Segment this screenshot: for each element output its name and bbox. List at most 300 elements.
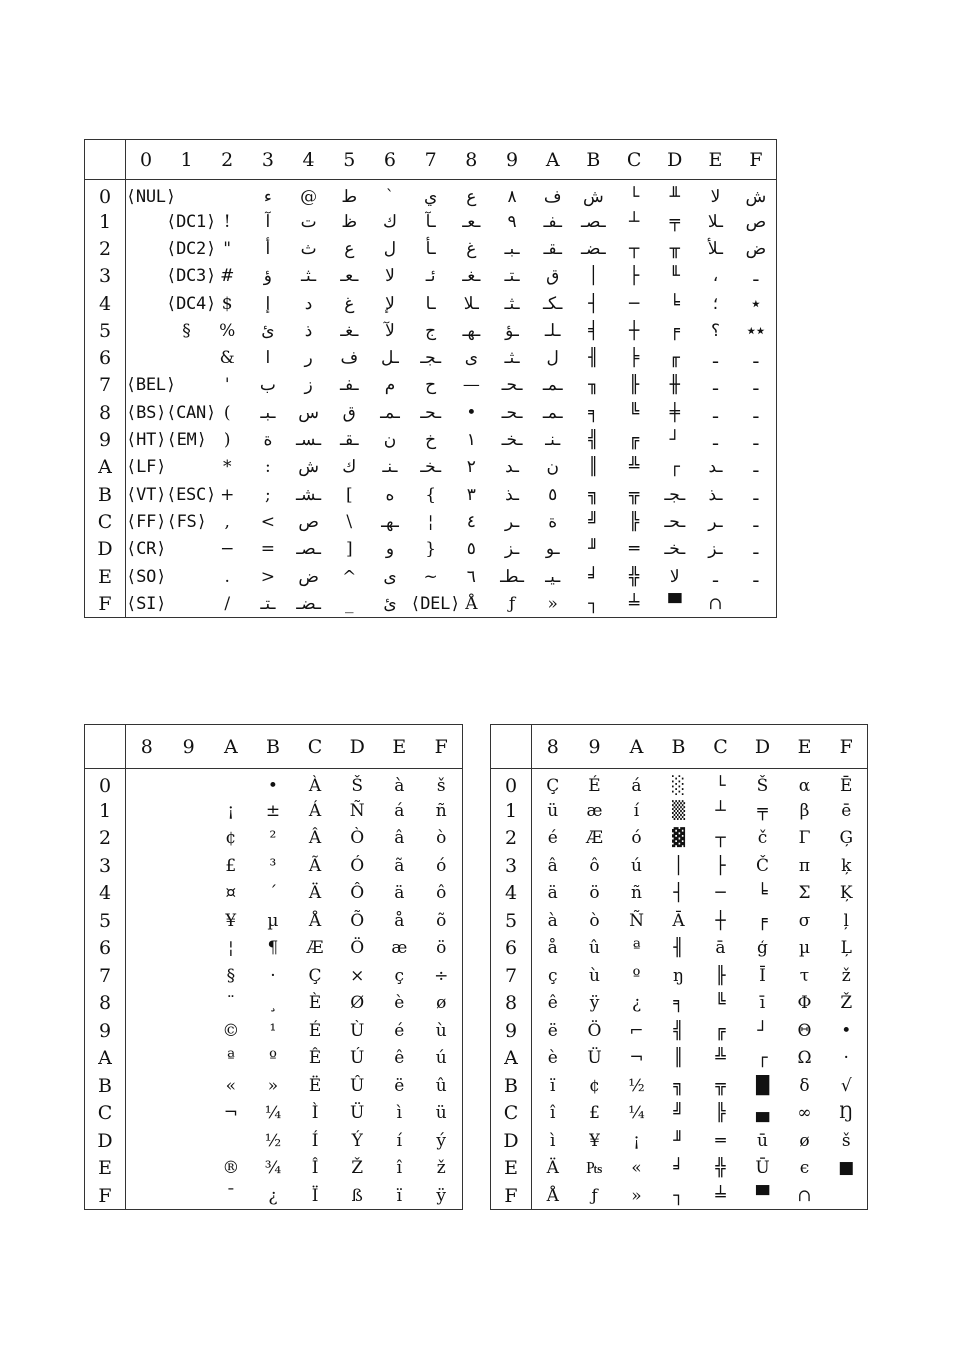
row-header: C <box>85 1100 126 1128</box>
row-header: 9 <box>491 1017 532 1045</box>
char-cell: ⟨EM⟩ <box>166 430 207 451</box>
char-cell: ش <box>298 457 319 478</box>
char-cell: [ <box>345 484 353 505</box>
char-cell: ╩ <box>628 457 640 478</box>
char-cell: $ <box>221 293 233 314</box>
row-header: E <box>491 1155 532 1183</box>
row-header: 3 <box>85 263 126 290</box>
char-cell: ؟ <box>710 320 720 341</box>
table-row <box>85 935 463 963</box>
column-header-row <box>85 725 463 769</box>
char-cell: Ã <box>308 855 322 876</box>
table-row <box>85 1045 463 1073</box>
column-header: 2 <box>207 140 248 180</box>
char-cell: Ö <box>350 938 365 959</box>
char-cell: ╔ <box>628 430 640 451</box>
char-cell: ╖ <box>588 375 599 396</box>
column-header: 9 <box>574 725 616 769</box>
char-cell: ╜ <box>588 539 599 560</box>
char-cell: ╫ <box>669 375 680 396</box>
char-cell: è <box>547 1048 558 1069</box>
char-cell: Γ <box>798 828 811 849</box>
char-cell: Ü <box>350 1103 365 1124</box>
char-cell: ـو <box>545 539 560 560</box>
char-cell: ⟨LF⟩ <box>126 457 166 478</box>
char-cell: ░ <box>671 776 686 796</box>
table-row <box>85 180 777 209</box>
char-cell: ─ <box>715 883 726 904</box>
char-cell: « <box>631 1158 642 1179</box>
char-cell: ل <box>546 348 559 369</box>
char-cell <box>826 1182 868 1210</box>
char-cell: ╦ <box>628 484 640 505</box>
char-cell: لا <box>669 566 680 587</box>
char-cell: ² <box>269 828 277 849</box>
char-cell: ║ <box>588 457 599 478</box>
char-cell: ú <box>631 855 642 876</box>
char-cell: å <box>394 910 405 931</box>
char-cell: ô <box>436 883 447 904</box>
char-cell: ā <box>715 938 726 959</box>
char-cell <box>207 180 248 209</box>
char-cell: ـلـ <box>544 320 561 341</box>
char-cell: À <box>308 776 322 796</box>
char-cell: ¬ <box>629 1048 644 1069</box>
char-cell: • <box>466 402 477 423</box>
column-header: 3 <box>248 140 289 180</box>
char-cell: è <box>394 993 405 1014</box>
column-header: F <box>420 725 462 769</box>
char-cell: ـ <box>753 566 759 587</box>
char-cell <box>168 1182 210 1210</box>
char-cell: ö <box>436 938 447 959</box>
char-cell: Å <box>546 1185 559 1206</box>
char-cell <box>168 880 210 908</box>
row-header: 2 <box>85 235 126 262</box>
char-cell: ؛ <box>712 293 719 314</box>
char-cell: ، <box>712 266 719 287</box>
char-cell: أ <box>265 238 271 259</box>
char-cell <box>126 317 167 344</box>
table-row <box>85 426 777 453</box>
char-cell: ┤ <box>588 293 599 314</box>
char-cell: ـر <box>708 511 723 532</box>
char-cell: Ŋ <box>839 1103 854 1124</box>
char-cell: ⟨DC2⟩ <box>166 238 216 259</box>
table-row <box>85 797 463 825</box>
char-cell: ⟨DC3⟩ <box>166 266 216 287</box>
char-cell: ـ <box>753 430 759 451</box>
char-cell: š <box>436 776 446 796</box>
char-cell: č <box>757 828 768 849</box>
char-cell: ╗ <box>673 1075 684 1096</box>
row-header: 5 <box>491 907 532 935</box>
char-cell: . <box>224 566 230 587</box>
column-header: E <box>378 725 420 769</box>
char-cell: ¤ <box>225 883 237 904</box>
char-cell: » <box>631 1185 642 1206</box>
table-row <box>491 797 868 825</box>
char-cell: █ <box>755 1075 770 1096</box>
row-header: 2 <box>85 825 126 853</box>
baltic-code-page-table <box>490 724 868 1210</box>
char-cell <box>126 990 168 1018</box>
column-header: 8 <box>451 140 492 180</box>
char-cell: ت <box>300 211 317 232</box>
char-cell: ٥ <box>466 539 476 560</box>
row-header: 6 <box>85 344 126 371</box>
row-header: 6 <box>491 935 532 963</box>
char-cell: ⟨BS⟩ <box>126 402 166 423</box>
char-cell: à <box>547 910 558 931</box>
char-cell: ⟨SO⟩ <box>126 566 166 587</box>
char-cell: Ñ <box>349 800 365 821</box>
char-cell: ن <box>383 430 397 451</box>
table-row <box>85 344 777 371</box>
char-cell: : <box>265 457 271 478</box>
char-cell <box>126 962 168 990</box>
char-cell: √ <box>840 1075 852 1096</box>
char-cell <box>126 825 168 853</box>
char-cell <box>126 797 168 825</box>
char-cell: ؤ <box>263 266 273 287</box>
char-cell: ╓ <box>669 348 680 369</box>
char-cell: ÿ <box>589 993 600 1014</box>
row-header: 9 <box>85 1017 126 1045</box>
char-cell: ╤ <box>669 211 680 232</box>
char-cell: ┼ <box>628 320 640 341</box>
char-cell <box>168 990 210 1018</box>
char-cell: ى <box>383 566 397 587</box>
table-row <box>85 962 463 990</box>
char-cell: ٦ <box>466 566 476 587</box>
char-cell: ╜ <box>673 1130 684 1151</box>
char-cell: ē <box>841 800 852 821</box>
char-cell: ذ <box>304 320 313 341</box>
char-cell: ـ <box>753 539 759 560</box>
column-header: 0 <box>126 140 167 180</box>
char-cell: ╘ <box>669 293 680 314</box>
char-cell <box>168 935 210 963</box>
char-cell: ╣ <box>673 1020 684 1041</box>
row-header: 5 <box>85 317 126 344</box>
char-cell: á <box>631 776 642 796</box>
column-header: 1 <box>166 140 207 180</box>
char-cell: ╝ <box>673 1103 684 1124</box>
char-cell: Č <box>755 855 769 876</box>
char-cell: Š <box>351 776 364 796</box>
char-cell: û <box>435 1075 447 1096</box>
char-cell <box>126 769 168 798</box>
char-cell: ⟨DEL⟩ <box>410 593 460 614</box>
char-cell: Ķ <box>839 883 853 904</box>
char-cell: ـذ <box>708 484 723 505</box>
char-cell: ١ <box>466 430 476 451</box>
char-cell: ه <box>385 484 395 505</box>
row-header: B <box>85 1072 126 1100</box>
char-cell: ┼ <box>715 910 726 931</box>
row-header: A <box>85 1045 126 1073</box>
char-cell: Ì <box>311 1103 319 1124</box>
char-cell <box>168 1100 210 1128</box>
char-cell <box>126 208 167 235</box>
row-header: 8 <box>85 399 126 426</box>
char-cell: ¼ <box>264 1103 282 1124</box>
column-header: 9 <box>168 725 210 769</box>
row-header: F <box>85 590 126 617</box>
char-cell: Ù <box>350 1020 365 1041</box>
char-cell: ¶ <box>267 938 279 959</box>
char-cell: ـقـ <box>543 238 562 259</box>
char-cell: ╬ <box>715 1158 726 1179</box>
table-row <box>491 1182 868 1210</box>
char-cell: ـ <box>712 430 718 451</box>
char-cell: ⟨FF⟩ <box>126 511 166 532</box>
char-cell: Å <box>308 910 322 931</box>
row-header: E <box>85 1155 126 1183</box>
char-cell: ╝ <box>588 511 599 532</box>
char-cell: ب <box>259 375 276 396</box>
char-cell: ₧ <box>586 1158 603 1179</box>
row-header: F <box>491 1182 532 1210</box>
char-cell: î <box>396 1158 403 1179</box>
char-cell <box>166 563 207 590</box>
char-cell: ـسـ <box>296 430 322 451</box>
char-cell: ا <box>265 348 271 369</box>
row-header: 3 <box>85 852 126 880</box>
char-cell: ـلا <box>707 211 724 232</box>
char-cell: ~ <box>423 566 438 587</box>
char-cell: Ω <box>797 1048 812 1069</box>
char-cell: ف <box>543 187 562 207</box>
char-cell: \ <box>346 511 353 532</box>
column-header: F <box>826 725 868 769</box>
table-row <box>491 962 868 990</box>
char-cell: ـآ <box>425 211 436 232</box>
char-cell: • <box>841 1020 852 1041</box>
char-cell: > <box>260 566 276 587</box>
char-cell <box>126 290 167 317</box>
char-cell: ـ <box>753 511 759 532</box>
char-cell: ـبـ <box>504 238 520 259</box>
char-cell: ـكـ <box>543 293 563 314</box>
char-cell: ٢ <box>466 457 476 478</box>
char-cell: © <box>222 1020 240 1041</box>
char-cell: د <box>304 293 313 314</box>
char-cell: é <box>547 828 558 849</box>
char-cell: µ <box>798 938 811 959</box>
char-cell: ū <box>757 1130 768 1151</box>
char-cell: ـعـ <box>340 266 359 287</box>
char-cell: ص <box>298 511 319 532</box>
char-cell: ـأ <box>425 238 436 259</box>
char-cell <box>168 962 210 990</box>
char-cell: Á <box>308 800 322 821</box>
char-cell: ø <box>436 993 447 1014</box>
char-cell: Æ <box>306 938 324 959</box>
char-cell: " <box>223 238 232 259</box>
char-cell: ç <box>547 965 558 986</box>
char-cell: ⟨ESC⟩ <box>166 484 216 505</box>
char-cell: ⟨HT⟩ <box>126 430 166 451</box>
char-cell: Í <box>311 1130 319 1151</box>
char-cell: ± <box>265 800 281 821</box>
char-cell: ن <box>546 457 559 478</box>
char-cell: È <box>308 993 322 1014</box>
char-cell: Ū <box>755 1158 770 1179</box>
char-cell: ئ <box>261 320 275 341</box>
char-cell: ╒ <box>757 910 768 931</box>
char-cell: ī <box>759 993 766 1014</box>
char-cell: Î <box>311 1158 319 1179</box>
char-cell: ⟨SI⟩ <box>126 593 166 614</box>
char-cell: ª <box>226 1048 235 1069</box>
char-cell: β <box>799 800 810 821</box>
char-cell: ŋ <box>673 965 684 986</box>
char-cell <box>168 1017 210 1045</box>
char-cell: ▓ <box>671 828 686 849</box>
row-header: B <box>85 481 126 508</box>
char-cell: £ <box>225 855 237 876</box>
char-cell: Ī <box>759 965 766 986</box>
char-cell: ╠ <box>628 511 640 532</box>
row-header: C <box>85 508 126 535</box>
char-cell: ô <box>589 855 600 876</box>
row-header: 4 <box>491 880 532 908</box>
char-cell: ـشـ <box>296 484 322 505</box>
char-cell: ķ <box>841 855 852 876</box>
row-header: 9 <box>85 426 126 453</box>
char-cell: ـذ <box>505 484 519 505</box>
char-cell <box>736 590 777 617</box>
char-cell <box>168 1127 210 1155</box>
char-cell: ـحـ <box>501 402 523 423</box>
char-cell: í <box>633 800 640 821</box>
char-cell: ـهـ <box>462 320 481 341</box>
char-cell: ـهـ <box>381 511 399 532</box>
char-cell: · <box>843 1048 849 1069</box>
char-cell: ـ <box>712 402 718 423</box>
char-cell: ـغـ <box>462 266 481 287</box>
char-cell: ط <box>341 187 358 207</box>
char-cell: غ <box>466 238 477 259</box>
char-cell: ù <box>435 1020 447 1041</box>
char-cell: Ô <box>350 883 365 904</box>
char-cell: ـد <box>708 457 723 478</box>
char-cell: ╚ <box>628 402 640 423</box>
row-header: 0 <box>491 769 532 798</box>
column-header: F <box>736 140 777 180</box>
char-cell: Ž <box>840 993 853 1014</box>
row-header: C <box>491 1100 532 1128</box>
char-cell: σ <box>798 910 811 931</box>
char-cell: ـجـ <box>664 484 686 505</box>
char-cell <box>126 907 168 935</box>
char-cell: ـؤ <box>505 320 519 341</box>
char-cell: Ê <box>308 1048 322 1069</box>
char-cell: û <box>589 938 600 959</box>
row-header: 0 <box>85 180 126 209</box>
char-cell: µ <box>267 910 279 931</box>
char-cell: ـنـ <box>382 457 398 478</box>
char-cell: ┌ <box>757 1048 768 1069</box>
char-cell: ـضـ <box>296 593 321 614</box>
char-cell <box>168 797 210 825</box>
char-cell: ļ <box>843 910 849 931</box>
table-row <box>85 1072 463 1100</box>
char-cell: ¡ <box>633 1130 640 1151</box>
char-cell: Ç <box>546 776 560 796</box>
char-cell: ╘ <box>757 883 768 904</box>
row-header: D <box>85 1127 126 1155</box>
char-cell: ـجـ <box>420 348 442 369</box>
row-header: 1 <box>85 797 126 825</box>
char-cell: ¬ <box>223 1103 238 1124</box>
row-header: 3 <box>491 852 532 880</box>
char-cell: ¾ <box>264 1158 282 1179</box>
char-cell: £ <box>589 1103 600 1124</box>
char-cell: ع <box>466 187 477 207</box>
char-cell: Õ <box>350 910 365 931</box>
char-cell: ـثـ <box>504 293 520 314</box>
char-cell: لا <box>710 187 721 207</box>
char-cell: ⟨CAN⟩ <box>166 402 216 423</box>
char-cell <box>126 852 168 880</box>
char-cell: − <box>220 539 235 560</box>
column-header: E <box>695 140 736 180</box>
table-row <box>85 1127 463 1155</box>
row-header: A <box>85 454 126 481</box>
char-cell <box>168 825 210 853</box>
char-cell: ╧ <box>715 1185 726 1206</box>
char-cell: ٣ <box>466 484 476 505</box>
column-header: D <box>742 725 784 769</box>
char-cell: ╠ <box>715 1103 726 1124</box>
char-cell: ـفـ <box>340 375 359 396</box>
char-cell: ┘ <box>757 1020 768 1041</box>
char-cell: ـتـ <box>260 593 276 614</box>
char-cell: ê <box>394 1048 405 1069</box>
char-cell: ـغـ <box>340 320 359 341</box>
table-row <box>85 590 777 617</box>
char-cell: ╟ <box>628 375 640 396</box>
char-cell: ) <box>223 430 231 451</box>
table-row <box>85 990 463 1018</box>
char-cell: ¿ <box>268 1185 278 1206</box>
char-cell: ك <box>382 211 397 232</box>
char-cell: ح <box>425 375 437 396</box>
char-cell: ì <box>396 1103 403 1124</box>
char-cell: ـ <box>712 375 718 396</box>
char-cell: @ <box>300 187 318 207</box>
table-row <box>491 769 868 798</box>
column-header: 4 <box>288 140 329 180</box>
char-cell <box>210 1127 252 1155</box>
char-cell: ـنـ <box>545 430 561 451</box>
char-cell <box>126 1045 168 1073</box>
char-cell: ÷ <box>434 965 449 986</box>
char-cell: ß <box>351 1185 363 1206</box>
char-cell: لآ <box>385 320 395 341</box>
char-cell: ـثـ <box>301 266 317 287</box>
char-cell <box>168 852 210 880</box>
char-cell: ¥ <box>589 1130 600 1151</box>
char-cell <box>210 769 252 798</box>
char-cell: » <box>547 593 558 614</box>
row-header: F <box>85 1182 126 1210</box>
char-cell: Ē <box>840 776 853 796</box>
char-cell: ╢ <box>673 938 684 959</box>
